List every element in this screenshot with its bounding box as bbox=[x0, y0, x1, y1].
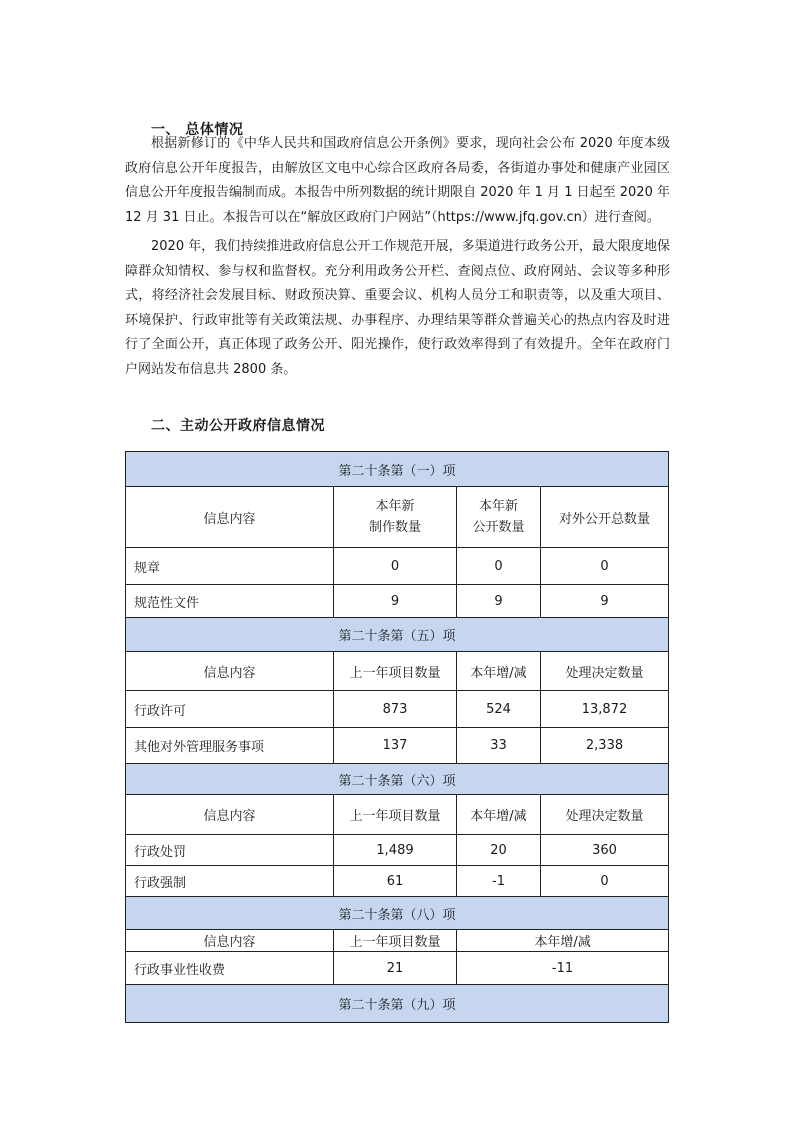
header-line: 制作数量 bbox=[368, 520, 421, 535]
table-header-row bbox=[126, 795, 669, 835]
table-row bbox=[126, 835, 669, 866]
cell-value: 20 bbox=[457, 835, 541, 866]
cell-value: 137 bbox=[334, 728, 457, 764]
cell-value: 0 bbox=[541, 866, 669, 897]
cell-value: 9 bbox=[457, 585, 541, 618]
cell-value: 1,489 bbox=[334, 835, 457, 866]
header-year-change: 本年增/减 bbox=[457, 930, 669, 952]
cell-value: 360 bbox=[541, 835, 669, 866]
overview-paragraph-2: 2020 年，我们持续推进政府信息公开工作规范开展，多渠道进行政务公开，最大限度地保障群众知情权、参与权和监督权。充分利用政务公开栏、查阅点位、政府网站、会议等多种形式，将经济社会发展目标、财政预决算、重要会议、机构人员分工和职责等，以及重大项目、环境保护、行政审批等有关政策法规、办事程序、办理结果等群众普遍关心的热点内容及时进行了全面公开，真正体现了政务公开、阳光操作，使行政效率得到了有效提升。全年在政府门户网站发布信息共 2800 条。 bbox=[125, 239, 670, 377]
row-label: 行政强制 bbox=[126, 866, 334, 897]
cell-value: 9 bbox=[541, 585, 669, 618]
header-year-change: 本年增/减 bbox=[457, 652, 541, 691]
cell-value: -11 bbox=[457, 952, 669, 985]
table-section-title-row bbox=[126, 897, 669, 930]
section-heading-proactive-disclosure: 二、主动公开政府信息情况 bbox=[151, 418, 325, 434]
header-decision-count: 处理决定数量 bbox=[541, 652, 669, 691]
section-title: 第二十条第（六）项 bbox=[126, 764, 669, 795]
overview-paragraph-1: 根据新修订的《中华人民共和国政府信息公开条例》要求，现向社会公布 2020 年度本级政府信息公开年度报告，由解放区文电中心综合区政府各局委，各街道办事处和健康产业园区信息公开年度报告编制而成。本报告中所列数据的统计期限自 2020 年 1 月 1 日起至 2020 年 12 月 31 日止。本报告可以在“解放区政府门户网站”（https://www.jfq.gov.cn）进行查阅。 bbox=[125, 136, 670, 225]
section-title: 第二十条第（九）项 bbox=[126, 985, 669, 1023]
table-header-row bbox=[126, 930, 669, 952]
table-section-title-row bbox=[126, 985, 669, 1023]
cell-value: 0 bbox=[457, 548, 541, 585]
row-label: 行政处罚 bbox=[126, 835, 334, 866]
table-section-title-row bbox=[126, 452, 669, 487]
header-prev-year-count: 上一年项目数量 bbox=[334, 652, 457, 691]
table-section-title-row bbox=[126, 764, 669, 795]
table-header-row bbox=[126, 487, 669, 548]
cell-value: 21 bbox=[334, 952, 457, 985]
section-title: 第二十条第（一）项 bbox=[126, 452, 669, 487]
row-label: 其他对外管理服务事项 bbox=[126, 728, 334, 764]
table-row bbox=[126, 691, 669, 728]
header-prev-year-count: 上一年项目数量 bbox=[334, 930, 457, 952]
header-decision-count: 处理决定数量 bbox=[541, 795, 669, 835]
header-line: 本年新 bbox=[478, 499, 518, 514]
header-info-content: 信息内容 bbox=[126, 795, 334, 835]
header-total-published: 对外公开总数量 bbox=[541, 487, 669, 548]
table-row bbox=[126, 548, 669, 585]
table-row bbox=[126, 952, 669, 985]
row-label: 行政事业性收费 bbox=[126, 952, 334, 985]
table-header-row bbox=[126, 652, 669, 691]
header-info-content: 信息内容 bbox=[126, 652, 334, 691]
cell-value: 524 bbox=[457, 691, 541, 728]
header-info-content: 信息内容 bbox=[126, 487, 334, 548]
table-row bbox=[126, 728, 669, 764]
cell-value: 873 bbox=[334, 691, 457, 728]
header-line: 本年新 bbox=[375, 499, 415, 514]
cell-value: 0 bbox=[541, 548, 669, 585]
table-section-title-row bbox=[126, 618, 669, 652]
header-new-produced bbox=[334, 487, 457, 548]
cell-value: 2,338 bbox=[541, 728, 669, 764]
row-label: 规章 bbox=[126, 548, 334, 585]
table-row bbox=[126, 585, 669, 618]
section-heading-overview: 一、 总体情况 bbox=[151, 122, 244, 138]
table-row bbox=[126, 866, 669, 897]
cell-value: 13,872 bbox=[541, 691, 669, 728]
cell-value: 61 bbox=[334, 866, 457, 897]
cell-value: 33 bbox=[457, 728, 541, 764]
row-label: 行政许可 bbox=[126, 691, 334, 728]
header-new-published bbox=[457, 487, 541, 548]
disclosure-table bbox=[125, 451, 669, 1023]
header-year-change: 本年增/减 bbox=[457, 795, 541, 835]
header-info-content: 信息内容 bbox=[126, 930, 334, 952]
header-prev-year-count: 上一年项目数量 bbox=[334, 795, 457, 835]
row-label: 规范性文件 bbox=[126, 585, 334, 618]
header-line: 公开数量 bbox=[472, 520, 525, 535]
section-title: 第二十条第（八）项 bbox=[126, 897, 669, 930]
cell-value: -1 bbox=[457, 866, 541, 897]
cell-value: 9 bbox=[334, 585, 457, 618]
section-title: 第二十条第（五）项 bbox=[126, 618, 669, 652]
cell-value: 0 bbox=[334, 548, 457, 585]
